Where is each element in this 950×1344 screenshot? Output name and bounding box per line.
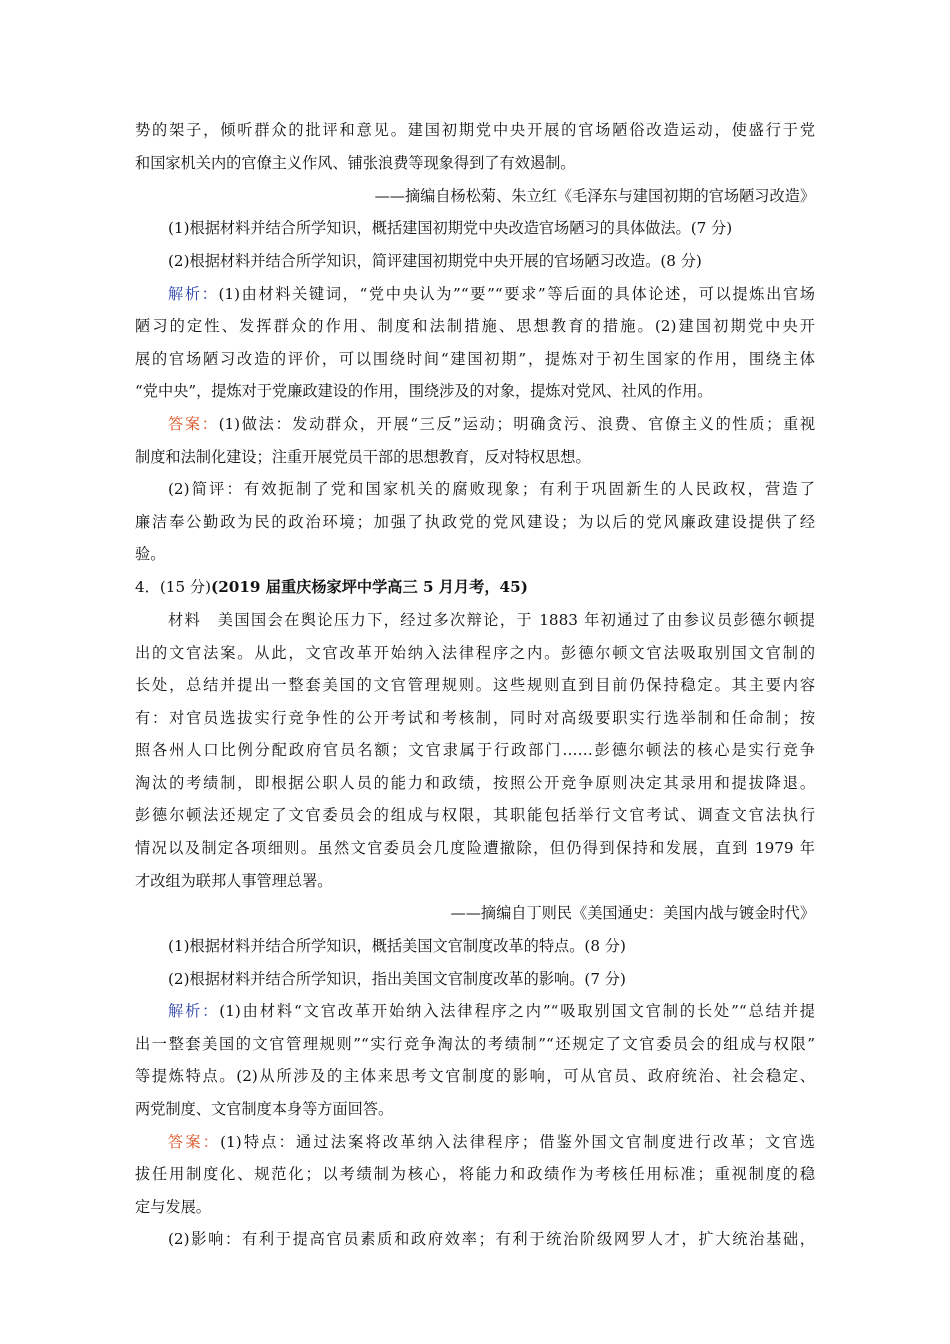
- q4-analysis-line-3: 等提炼特点。(2)从所涉及的主体来思考文官制度的影响，可从官员、政府统治、社会稳定、: [135, 1067, 815, 1085]
- q3-analysis-line-2: 陋习的定性、发挥群众的作用、制度和法制措施、思想教育的措施。(2)建国初期党中央开: [135, 317, 815, 335]
- answer-label: 答案：: [168, 1133, 221, 1151]
- q4-answer-line-1: [168, 1129, 815, 1155]
- q3-analysis-text: (1)由材料关键词，“党中央认为”“要”“要求”等后面的具体论述，可以提炼出官场: [218, 285, 815, 303]
- q3-answer2-line-1: (2)简评：有效扼制了党和国家机关的腐败现象；有利于巩固新生的人民政权，营造了: [168, 480, 815, 498]
- answer-label: 答案：: [168, 415, 219, 433]
- q3-analysis-line-1: [168, 281, 815, 307]
- q4-analysis-text: (1)由材料“文官改革开始纳入法律程序之内”“吸取别国文官制的长处”“总结并提: [219, 1002, 815, 1020]
- q4-material-line-6: 淘汰的考绩制，即根据公职人员的能力和政绩，按照公开竞争原则决定其录用和提拔降退。: [135, 774, 815, 792]
- q4-source-tag: (2019 届重庆杨家坪中学高三 5 月月考，45): [211, 578, 528, 596]
- q4-material-line-5: 照各州人口比例分配政府官员名额；文官隶属于行政部门……彭德尔顿法的核心是实行竞争: [135, 741, 815, 759]
- q3-question-1: (1)根据材料并结合所学知识，概括建国初期党中央改造官场陋习的具体做法。(7 分): [168, 219, 733, 237]
- q3-question-2: (2)根据材料并结合所学知识，简评建国初期党中央开展的官场陋习改造。(8 分): [168, 252, 702, 270]
- q3-material-line-1: 势的架子，倾听群众的批评和意见。建国初期党中央开展的官场陋俗改造运动，使盛行于党: [135, 121, 815, 139]
- q4-answer2-line-1: (2)影响：有利于提高官员素质和政府效率；有利于统治阶级网罗人才，扩大统治基础，: [168, 1230, 815, 1248]
- q3-answer-line-1: [168, 411, 815, 437]
- q4-analysis-line-4: 两党制度、文官制度本身等方面回答。: [135, 1100, 394, 1118]
- q4-answer-line-2: 拔任用制度化、规范化；以考绩制为核心，将能力和政绩作为考核任用标准；重视制度的稳: [135, 1165, 815, 1183]
- q3-answer-text: (1)做法：发动群众，开展“三反”运动；明确贪污、浪费、官僚主义的性质；重视: [218, 415, 815, 433]
- q3-answer2-line-2: 廉洁奉公勤政为民的政治环境；加强了执政党的党风建设；为以后的党风廉政建设提供了经: [135, 513, 815, 531]
- q4-question-2: (2)根据材料并结合所学知识，指出美国文官制度改革的影响。(7 分): [168, 970, 626, 988]
- analysis-label: 解析：: [168, 285, 219, 303]
- q4-analysis-line-2: 出一整套美国的文官管理规则”“实行竞争淘汰的考绩制”“还规定了文官委员会的组成与权限”: [135, 1035, 815, 1053]
- q3-answer2-line-3: 验。: [135, 545, 166, 563]
- analysis-label: 解析：: [168, 1002, 220, 1020]
- q3-analysis-line-3: 展的官场陋习改造的评价，可以围绕时间“建国初期”，提炼对于初生国家的作用，围绕主体: [135, 350, 815, 368]
- q4-material-line-9: 才改组为联邦人事管理总署。: [135, 872, 333, 890]
- q4-answer-line-3: 定与发展。: [135, 1198, 211, 1216]
- q4-source-citation: ——摘编自丁则民《美国通史：美国内战与镀金时代》: [450, 904, 815, 922]
- q3-material-line-2: 和国家机关内的官僚主义作风、铺张浪费等现象得到了有效遏制。: [135, 154, 576, 172]
- q3-source-citation: ——摘编自杨松菊、朱立红《毛泽东与建国初期的官场陋习改造》: [374, 187, 815, 205]
- q4-heading: [135, 574, 815, 600]
- q4-material-line-2: 出的文官法案。从此，文官改革开始纳入法律程序之内。彭德尔顿文官法吸取别国文官制的: [135, 644, 815, 662]
- q4-number: 4．(15 分): [135, 578, 212, 596]
- q4-question-1: (1)根据材料并结合所学知识，概括美国文官制度改革的特点。(8 分): [168, 937, 626, 955]
- q4-material-line-3: 长处，总结并提出一整套美国的文官管理规则。这些规则直到目前仍保持稳定。其主要内容: [135, 676, 815, 694]
- q4-material-line-7: 彭德尔顿法还规定了文官委员会的组成与权限，其职能包括举行文官考试、调查文官法执行: [135, 806, 815, 824]
- q4-analysis-line-1: [168, 998, 815, 1024]
- q4-material-line-4: 有：对官员选拔实行竞争性的公开考试和考核制，同时对高级要职实行选举制和任命制；按: [135, 709, 815, 727]
- q4-answer-text: (1)特点：通过法案将改革纳入法律程序；借鉴外国文官制度进行改革；文官选: [220, 1133, 815, 1151]
- q4-material-line-1: 材料 美国国会在舆论压力下，经过多次辩论，于 1883 年初通过了由参议员彭德尔顿提: [168, 611, 815, 629]
- q3-analysis-line-4: “党中央”，提炼对于党廉政建设的作用，围绕涉及的对象，提炼对党风、社风的作用。: [135, 382, 713, 400]
- q3-answer-line-2: 制度和法制化建设；注重开展党员干部的思想教育，反对特权思想。: [135, 448, 591, 466]
- q4-material-line-8: 情况以及制定各项细则。虽然文官委员会几度险遭撤除，但仍得到保持和发展，直到 1979 年: [135, 839, 815, 857]
